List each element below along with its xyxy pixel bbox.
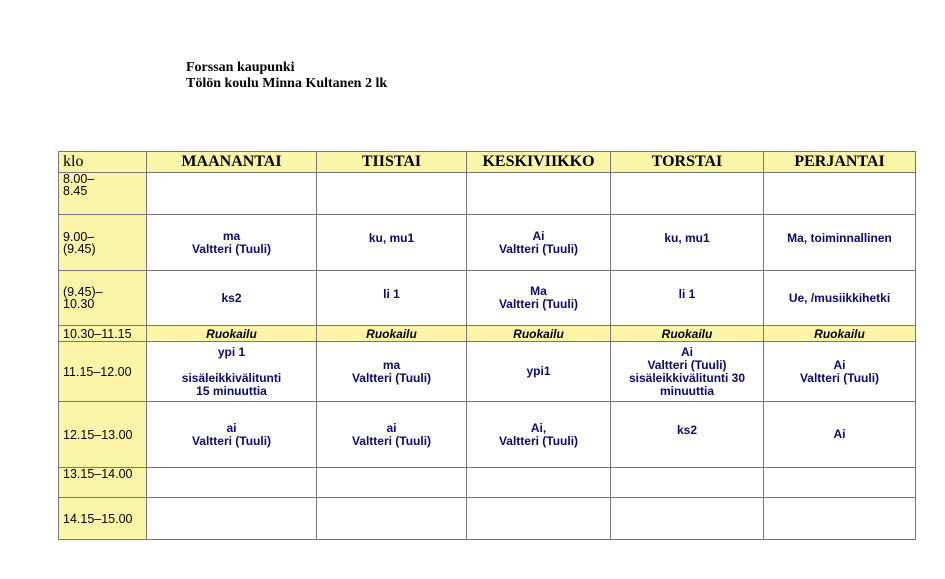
lesson-cell [611, 173, 764, 215]
city-name: Forssan kaupunki [186, 60, 295, 75]
time-slot-row [59, 271, 916, 326]
time-slot-row [59, 468, 916, 498]
lesson-text: ypi 1 [217, 344, 246, 359]
lesson-cell [611, 342, 764, 402]
lesson-cell [764, 498, 916, 540]
time-label: 12.15–13.00 [63, 427, 133, 442]
lesson-cell [764, 402, 916, 468]
time-label: 14.15–15.00 [63, 511, 133, 526]
lesson-cell [317, 342, 467, 402]
lesson-text: sisäleikkivälitunti 30 [628, 370, 746, 385]
lesson-cell [467, 342, 611, 402]
lesson-cell [317, 498, 467, 540]
lesson-text: Valtteri (Tuuli) [351, 433, 432, 448]
lesson-text: Ma, toiminnallinen [787, 231, 892, 245]
time-column-header: klo [59, 152, 147, 173]
lesson-text: li 1 [678, 286, 696, 301]
lesson-text: Valtteri (Tuuli) [799, 370, 880, 385]
lunch-cell: Ruokailu [467, 326, 611, 342]
time-label: (9.45) [63, 241, 96, 256]
lesson-cell [147, 468, 317, 498]
lesson-text: Valtteri (Tuuli) [498, 241, 579, 256]
lesson-cell [611, 271, 764, 326]
day-header: PERJANTAI [764, 152, 916, 173]
time-slot [59, 402, 147, 468]
lesson-text: sisäleikkivälitunti [181, 370, 282, 385]
lesson-cell [317, 215, 467, 271]
lesson-cell [611, 468, 764, 498]
lesson-cell [147, 271, 317, 326]
lesson-text [147, 359, 316, 372]
lesson-cell [764, 215, 916, 271]
lesson-text: Valtteri (Tuuli) [647, 357, 727, 372]
lesson-text: Ai, [530, 420, 547, 435]
lesson-text: ku, mu1 [664, 231, 710, 245]
lesson-text: li 1 [383, 286, 400, 301]
time-label: 10.30–11.15 [63, 326, 132, 341]
lesson-text: ai [226, 420, 237, 435]
lesson-text: ku, mu1 [368, 231, 415, 245]
school-class-name: Tölön koulu Minna Kultanen 2 lk [186, 76, 388, 91]
page-header [186, 60, 387, 92]
lesson-cell [611, 402, 764, 468]
lesson-text: ks2 [676, 423, 698, 437]
lesson-text: ma [382, 357, 401, 372]
time-slot-row [59, 215, 916, 271]
lunch-cell: Ruokailu [764, 326, 916, 342]
lunch-cell: Ruokailu [147, 326, 317, 342]
day-header: TIISTAI [317, 152, 467, 173]
lesson-cell [317, 173, 467, 215]
lesson-text: Valtteri (Tuuli) [191, 241, 272, 256]
day-header: TORSTAI [611, 152, 764, 173]
lesson-text: Valtteri (Tuuli) [351, 370, 432, 385]
lesson-text: ypi1 [526, 364, 551, 378]
time-label: 8.00– [63, 172, 95, 186]
lesson-cell [764, 342, 916, 402]
lesson-cell [147, 342, 317, 402]
lunch-row [59, 326, 916, 342]
lesson-cell [467, 468, 611, 498]
lesson-cell [467, 402, 611, 468]
lesson-text: ma [222, 228, 241, 243]
lesson-cell [467, 173, 611, 215]
lesson-text: ai [386, 420, 397, 435]
time-slot [59, 271, 147, 326]
lesson-cell [147, 173, 317, 215]
time-slot [59, 326, 147, 342]
lesson-cell [467, 271, 611, 326]
lesson-cell [611, 498, 764, 540]
lesson-cell [611, 215, 764, 271]
time-slot-row [59, 498, 916, 540]
time-label: (9.45)– [63, 285, 103, 299]
lesson-cell [147, 402, 317, 468]
time-slot-row [59, 173, 916, 215]
header-row [59, 152, 916, 173]
time-slot [59, 215, 147, 271]
time-slot [59, 468, 147, 498]
lesson-cell [317, 402, 467, 468]
lesson-cell [147, 498, 317, 540]
day-header: MAANANTAI [147, 152, 317, 173]
lesson-text: Ai [833, 357, 846, 372]
time-slot-row [59, 402, 916, 468]
lesson-text: Ai [532, 228, 545, 243]
lesson-cell [317, 468, 467, 498]
time-slot [59, 173, 147, 215]
lesson-text: minuuttia [660, 383, 714, 398]
timetable [58, 151, 916, 540]
lesson-text: Valtteri (Tuuli) [191, 433, 272, 448]
lesson-text: 15 minuuttia [196, 383, 267, 398]
lunch-cell: Ruokailu [611, 326, 764, 342]
day-header: KESKIVIIKKO [467, 152, 611, 173]
time-label: 13.15–14.00 [63, 467, 133, 481]
lesson-cell [147, 215, 317, 271]
time-slot [59, 498, 147, 540]
lesson-text: Valtteri (Tuuli) [498, 297, 579, 311]
time-label: 10.30 [63, 297, 95, 311]
time-label: 9.00– [63, 229, 95, 244]
lesson-cell [467, 498, 611, 540]
lesson-cell [317, 271, 467, 326]
time-label: 8.45 [63, 184, 88, 198]
lesson-cell [467, 215, 611, 271]
time-slot-row [59, 342, 916, 402]
lunch-cell: Ruokailu [317, 326, 467, 342]
lesson-text: Ma [530, 284, 547, 298]
lesson-text: ks2 [221, 290, 242, 305]
lesson-text: Ue, /musiikkihetki [788, 290, 891, 305]
lesson-cell [764, 271, 916, 326]
time-slot [59, 342, 147, 402]
lesson-text: Ai [833, 427, 846, 441]
time-label: 11.15–12.00 [63, 364, 132, 379]
lesson-cell [764, 468, 916, 498]
lesson-text: Valtteri (Tuuli) [498, 433, 579, 448]
lesson-cell [764, 173, 916, 215]
lesson-text: Ai [681, 344, 693, 359]
